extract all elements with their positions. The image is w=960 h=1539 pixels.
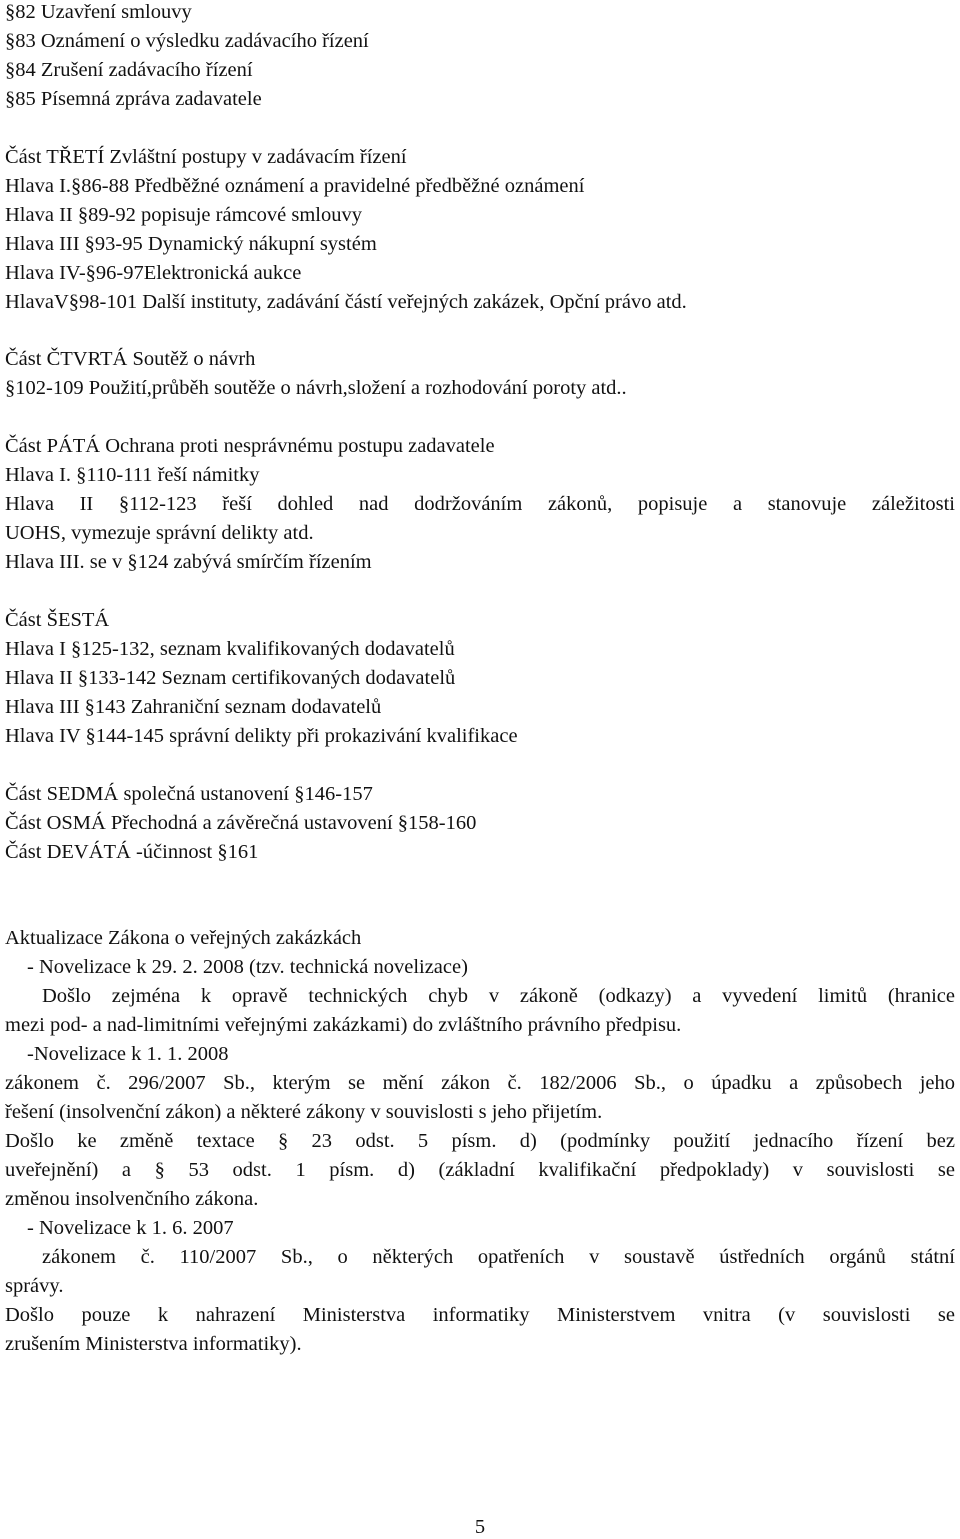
text-line: Došlo ke změně textace § 23 odst. 5 písm. d) (podmínky použití jednacího řízení bez — [5, 1130, 955, 1152]
text-line: -Novelizace k 1. 1. 2008 — [27, 1043, 229, 1065]
text-line: zákonem č. 110/2007 Sb., o některých opatřeních v soustavě ústředních orgánů státní — [42, 1246, 955, 1268]
text-line: Hlava III §93-95 Dynamický nákupní systém — [5, 233, 377, 255]
text-line: uveřejnění) a § 53 odst. 1 písm. d) (základní kvalifikační předpoklady) v souvislosti se — [5, 1159, 955, 1181]
text-line: mezi pod- a nad-limitními veřejnými zakázkami) do zvláštního právního předpisu. — [5, 1014, 682, 1036]
section-heading: Část ČTVRTÁ Soutěž o návrh — [5, 348, 256, 370]
text-line: správy. — [5, 1275, 64, 1297]
text-line: Hlava I. §110-111 řeší námitky — [5, 464, 260, 486]
text-line: §84 Zrušení zadávacího řízení — [5, 59, 253, 81]
text-line: Hlava I.§86-88 Předběžné oznámení a pravidelné předběžné oznámení — [5, 175, 585, 197]
text-line: HlavaV§98-101 Další instituty, zadávání částí veřejných zakázek, Opční právo atd. — [5, 291, 687, 313]
text-line: zákonem č. 296/2007 Sb., kterým se mění zákon č. 182/2006 Sb., o úpadku a způsobech jeho — [5, 1072, 955, 1094]
text-line: Hlava II §133-142 Seznam certifikovaných dodavatelů — [5, 667, 456, 689]
text-line: Hlava III §143 Zahraniční seznam dodavatelů — [5, 696, 382, 718]
text-line: Hlava II §89-92 popisuje rámcové smlouvy — [5, 204, 362, 226]
text-line: Hlava III. se v §124 zabývá smírčím řízením — [5, 551, 372, 573]
text-line: §83 Oznámení o výsledku zadávacího řízení — [5, 30, 369, 52]
text-line: UOHS, vymezuje správní delikty atd. — [5, 522, 314, 544]
section-heading: Část SEDMÁ společná ustanovení §146-157 — [5, 783, 373, 805]
text-line: řešení (insolvenční zákon) a některé zákony v souvislosti s jeho přijetím. — [5, 1101, 603, 1123]
section-heading: Část OSMÁ Přechodná a závěrečná ustavovení §158-160 — [5, 812, 477, 834]
section-heading: Aktualizace Zákona o veřejných zakázkách — [5, 927, 362, 949]
section-heading: Část DEVÁTÁ -účinnost §161 — [5, 841, 259, 863]
text-line: Hlava II §112-123 řeší dohled nad dodržováním zákonů, popisuje a stanovuje záležitosti — [5, 493, 955, 515]
text-line: Hlava I §125-132, seznam kvalifikovaných dodavatelů — [5, 638, 455, 660]
text-line: - Novelizace k 1. 6. 2007 — [27, 1217, 234, 1239]
section-heading: Část TŘETÍ Zvláštní postupy v zadávacím řízení — [5, 146, 407, 168]
text-line: §82 Uzavření smlouvy — [5, 1, 192, 23]
text-line: Došlo pouze k nahrazení Ministerstva informatiky Ministerstvem vnitra (v souvislosti se — [5, 1304, 955, 1326]
text-line: §102-109 Použití,průběh soutěže o návrh,složení a rozhodování poroty atd.. — [5, 377, 627, 399]
text-line: Došlo zejména k opravě technických chyb v zákoně (odkazy) a vyvedení limitů (hranice — [42, 985, 955, 1007]
section-heading: Část PÁTÁ Ochrana proti nesprávnému postupu zadavatele — [5, 435, 495, 457]
text-line: Hlava IV §144-145 správní delikty při prokazivání kvalifikace — [5, 725, 518, 747]
text-line: změnou insolvenčního zákona. — [5, 1188, 259, 1210]
text-line: zrušením Ministerstva informatiky). — [5, 1333, 302, 1355]
text-line: §85 Písemná zpráva zadavatele — [5, 88, 262, 110]
text-line: - Novelizace k 29. 2. 2008 (tzv. technická novelizace) — [27, 956, 468, 978]
section-heading: Část ŠESTÁ — [5, 609, 110, 631]
text-line: Hlava IV-§96-97Elektronická aukce — [5, 262, 302, 284]
page-number: 5 — [474, 1516, 486, 1538]
